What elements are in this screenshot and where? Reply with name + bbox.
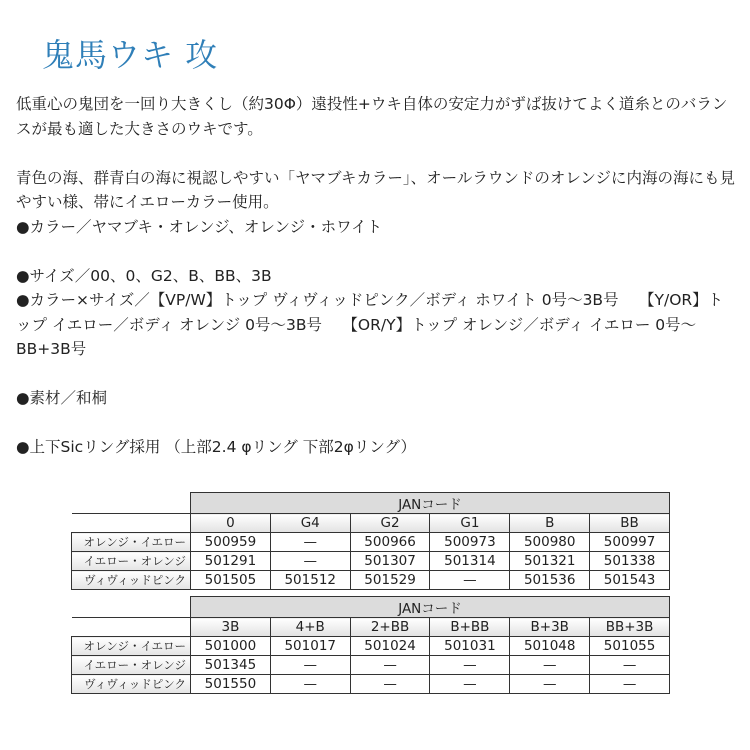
description-line: ●サイズ／00、0、G2、B、BB、3B [16,266,272,285]
jan-header: JANコード [191,493,670,514]
jan-cell: — [270,533,350,552]
table-row [72,571,670,590]
color-label: イエロー・オレンジ [72,656,191,675]
jan-cell: — [270,675,350,694]
jan-cell: — [510,656,590,675]
table-header-row [72,597,670,618]
jan-cell: 501512 [270,571,350,590]
jan-cell: — [430,675,510,694]
table-row [72,637,670,656]
jan-cell: — [270,656,350,675]
size-header: 3B [191,618,271,637]
jan-cell: — [430,656,510,675]
color-label: ヴィヴィッドピンク [72,675,191,694]
blank-line [16,239,738,264]
size-header: B+3B [510,618,590,637]
jan-cell: 501536 [510,571,590,590]
size-header: G1 [430,514,510,533]
jan-cell: 500980 [510,533,590,552]
jan-header: JANコード [191,597,670,618]
jan-cell: 501307 [350,552,430,571]
product-description [16,92,738,460]
table-corner [72,618,191,637]
jan-cell: 501321 [510,552,590,571]
jan-cell: — [510,675,590,694]
table-row [72,552,670,571]
size-header: BB [590,514,670,533]
jan-cell: 501031 [430,637,510,656]
jan-cell: — [430,571,510,590]
size-header: G4 [270,514,350,533]
table-row [72,675,670,694]
jan-cell: 501017 [270,637,350,656]
jan-cell: 501529 [350,571,430,590]
jan-cell: — [590,675,670,694]
jan-cell: 501314 [430,552,510,571]
jan-cell: 501291 [191,552,271,571]
jan-cell: — [350,656,430,675]
jan-cell: — [270,552,350,571]
jan-cell: 500966 [350,533,430,552]
jan-cell: 500997 [590,533,670,552]
jan-cell: — [590,656,670,675]
size-header: B [510,514,590,533]
page-title: 鬼馬ウキ 攻 [42,36,219,74]
description-line: 青色の海、群青白の海に視認しやすい「ヤマブキカラー」、オールラウンドのオレンジに内海の海にも見やすい様、帯にイエローカラー使用。 [16,168,736,211]
size-header: 4+B [270,618,350,637]
jan-table-2 [71,596,670,694]
jan-cell: 501550 [191,675,271,694]
jan-cell: 501505 [191,571,271,590]
size-header: 0 [191,514,271,533]
blank-line [16,362,738,387]
color-label: イエロー・オレンジ [72,552,191,571]
blank-line [16,411,738,436]
size-header-row [72,618,670,637]
jan-table-1 [71,492,670,590]
table-row [72,533,670,552]
jan-cell: 501345 [191,656,271,675]
jan-cell: 501048 [510,637,590,656]
jan-cell: 501024 [350,637,430,656]
jan-cell: 501000 [191,637,271,656]
color-label: ヴィヴィッドピンク [72,571,191,590]
size-header: G2 [350,514,430,533]
description-line: 低重心の鬼団を一回り大きくし（約30Φ）遠投性+ウキ自体の安定力がずば抜けてよく道糸とのバランスが最も適した大きさのウキです。 [16,95,728,138]
description-line: ●素材／和桐 [16,389,108,407]
table-row [72,656,670,675]
color-label: オレンジ・イエロー [72,533,191,552]
description-line: ●上下Sicリング採用 （上部2.4 φリング 下部2φリング） [16,438,416,456]
table-corner [72,493,191,514]
jan-cell: 501055 [590,637,670,656]
blank-line [16,141,738,166]
jan-cell: — [350,675,430,694]
table-header-row [72,493,670,514]
size-header: B+BB [430,618,510,637]
table-corner [72,597,191,618]
color-label: オレンジ・イエロー [72,637,191,656]
description-line: ●カラー×サイズ／【VP/W】トップ ヴィヴィッドピンク／ボディ ホワイト 0号～3B号 【Y/OR】トップ イエロー／ボディ オレンジ 0号～3B号 【OR/Y】トップ オレンジ／ボディ イエロー 0号～BB+3B号 [16,291,724,358]
size-header: 2+BB [350,618,430,637]
jan-cell: 501543 [590,571,670,590]
jan-code-tables [71,492,670,694]
table-corner [72,514,191,533]
jan-cell: 500959 [191,533,271,552]
jan-cell: 500973 [430,533,510,552]
jan-cell: 501338 [590,552,670,571]
size-header: BB+3B [590,618,670,637]
description-line: ●カラー／ヤマブキ・オレンジ、オレンジ・ホワイト [16,217,383,236]
size-header-row [72,514,670,533]
